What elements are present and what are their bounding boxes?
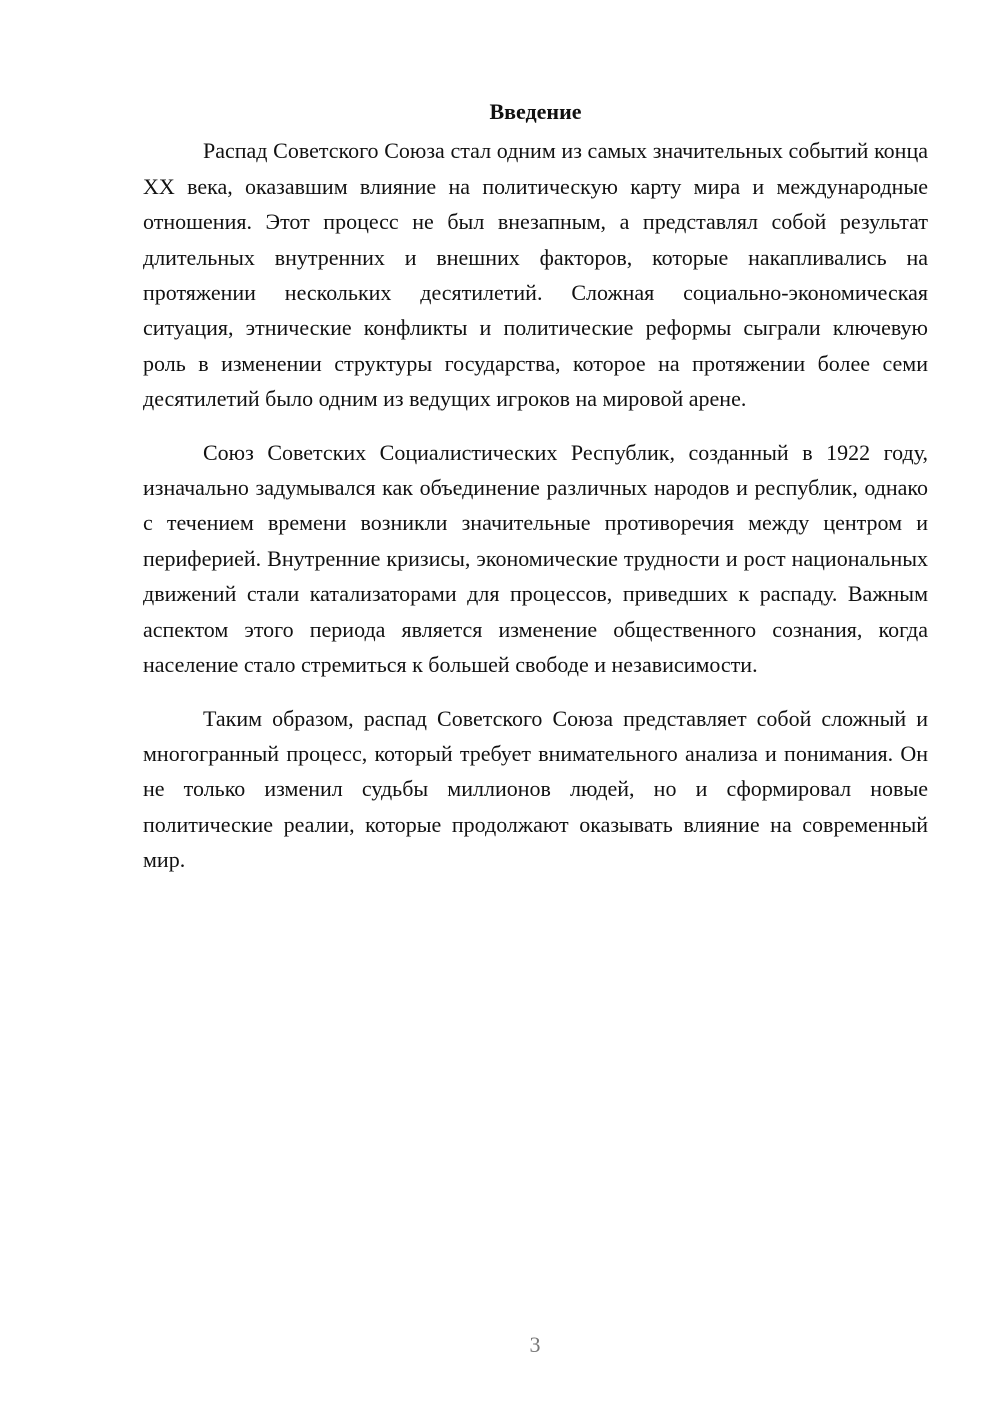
paragraph-1: Распад Советского Союза стал одним из самых значительных событий конца XX века, оказавшим влияние на политическую карту мира и международные отношения. Этот процесс не был внезапным, а представлял собой результат длительных внутренних и внешних факторов, которые накапливались на протяжении нескольких десятилетий. Сложная социально-экономическая ситуация, этнические конфликты и политические реформы сыграли ключевую роль в изменении структуры государства, которое на протяжении более семи десятилетий было одним из ведущих игроков на мировой арене. bbox=[143, 138, 928, 412]
paragraph-2: Союз Советских Социалистических Республик, созданный в 1922 году, изначально задумывался как объединение различных народов и республик, однако с течением времени возникли значительные противоречия между центром и периферией. Внутренние кризисы, экономические трудности и рост национальных движений стали катализаторами для процессов, приведших к распаду. Важным аспектом этого периода является изменение общественного сознания, когда население стало стремиться к большей свободе и независимости. bbox=[143, 439, 928, 678]
paragraph-3: Таким образом, распад Советского Союза представляет собой сложный и многогранный процесс, который требует внимательного анализа и понимания. Он не только изменил судьбы миллионов людей, но и сформировал новые политические реалии, которые продолжают оказывать влияние на современный мир. bbox=[143, 705, 928, 873]
section-heading: Введение bbox=[489, 99, 582, 124]
page-number: 3 bbox=[529, 1332, 541, 1357]
page-body bbox=[143, 94, 928, 896]
